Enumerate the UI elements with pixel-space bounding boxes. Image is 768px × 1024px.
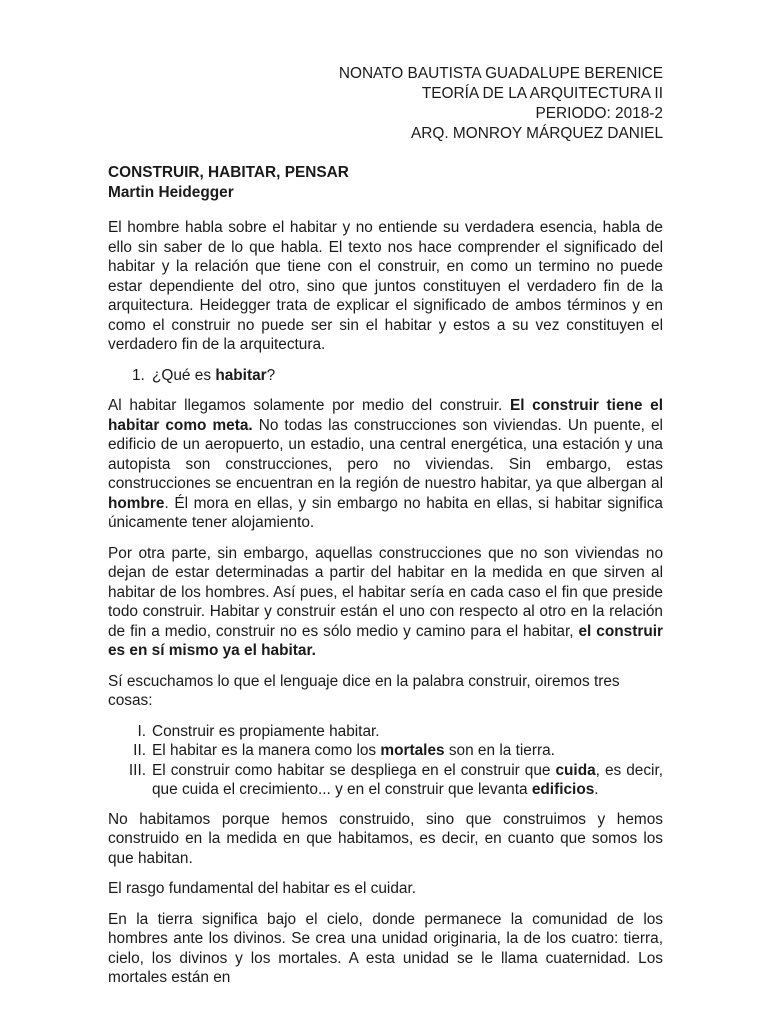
list-item-number: II. [133, 742, 146, 759]
list-item-text: El habitar es la manera como los [152, 742, 381, 759]
para1-bold-b: El construir tiene el habitar como meta. [108, 397, 663, 434]
professor-name: ARQ. MONROY MÁRQUEZ DANIEL [411, 125, 663, 142]
list-item-number: III. [128, 761, 146, 779]
list-item-text: son en la tierra. [444, 742, 555, 759]
question-item [108, 366, 663, 386]
para1-text-e: . Él mora en ellas, y sin embargo no habita en ellas, si habitar significa únicamente tener alojamiento. [108, 494, 663, 531]
list-item [108, 761, 663, 800]
question-suffix: ? [266, 366, 276, 384]
para2-bold-b: el construir es en sí mismo ya el habitar. [108, 622, 663, 659]
list-item-text: Construir es propiamente habitar. [152, 722, 380, 740]
list-item-bold: mortales [380, 742, 445, 759]
question-number: 1. [132, 366, 145, 384]
list-item [108, 722, 663, 742]
question-prefix: ¿Qué es [152, 366, 216, 384]
paragraph-habitar [108, 396, 663, 533]
paragraph-cuidar: El rasgo fundamental del habitar es el cuidar. [108, 880, 417, 897]
para2-text-a: Por otra parte, sin embargo, aquellas construcciones que no son viviendas no dejan de estar determinadas a partir del habitar en la medida en que sirven al habitar de los hombres. Así pues, el habitar sería en cada caso el fin que preside todo construir. Habitar y construir están el uno con respecto al otro en la relación de fin a medio, construir no es sólo medio y camino para el habitar, [108, 544, 663, 640]
student-name: NONATO BAUTISTA GUADALUPE BERENICE [338, 65, 663, 82]
period: PERIODO: 2018-2 [535, 105, 663, 122]
para1-text-a: Al habitar llegamos solamente por medio del construir. [108, 397, 510, 414]
list-item [108, 741, 663, 761]
paragraph-construcciones [108, 544, 663, 661]
list-item-bold: edificios [531, 781, 595, 798]
question-list [108, 366, 663, 386]
paragraph-lenguaje: Sí escuchamos lo que el lenguaje dice en la palabra construir, oiremos tres cosas: [108, 672, 620, 709]
paragraph-cuaternidad: En la tierra significa bajo el cielo, donde permanece la comunidad de los hombres ante los divinos. Se crea una unidad originaria, la de los cuatro: tierra, cielo, los divinos y los mortales. A esta unidad se le llama cuaternidad. Los mortales están en [108, 910, 663, 986]
question-bold: habitar [215, 366, 267, 384]
document-title: CONSTRUIR, HABITAR, PENSAR [108, 164, 349, 181]
document-page [108, 64, 663, 999]
document-header [108, 64, 663, 144]
para1-bold-d: hombre [108, 494, 165, 512]
document-author: Martin Heidegger [108, 184, 234, 201]
course-name: TEORÍA DE LA ARQUITECTURA II [421, 85, 663, 102]
intro-paragraph: El hombre habla sobre el habitar y no entiende su verdadera esencia, habla de ello sin saber de lo que habla. El texto nos hace comprender el significado del habitar y la relación que tiene con el construir, en como un termino no puede estar dependiente del otro, sino que juntos constituyen el verdadero fin de la arquitectura. Heidegger trata de explicar el significado de ambos términos y en como el construir no puede ser sin el habitar y estos a su vez constituyen el verdadero fin de la arquitectura. [108, 219, 663, 353]
title-block [108, 163, 663, 203]
list-item-text: . [594, 781, 599, 798]
list-item-text: El construir como habitar se despliega en el construir que [152, 761, 556, 779]
list-item-bold: cuida [555, 761, 596, 779]
list-item-text: , es decir, que cuida el crecimiento... y en el construir que levanta [152, 761, 663, 798]
paragraph-habitamos: No habitamos porque hemos construido, sino que construimos y hemos construido en la medida en que habitamos, es decir, en cuanto que somos los que habitan. [108, 810, 663, 867]
list-item-number: I. [137, 722, 146, 740]
para1-text-c: No todas las construcciones son viviendas. Un puente, el edificio de un aeropuerto, un estadio, una central energética, una estación y una autopista son construcciones, pero no viviendas. Sin embargo, estas construcciones se encuentran en la región de nuestro habitar, ya que albergan al [108, 416, 663, 492]
roman-list [108, 722, 663, 800]
